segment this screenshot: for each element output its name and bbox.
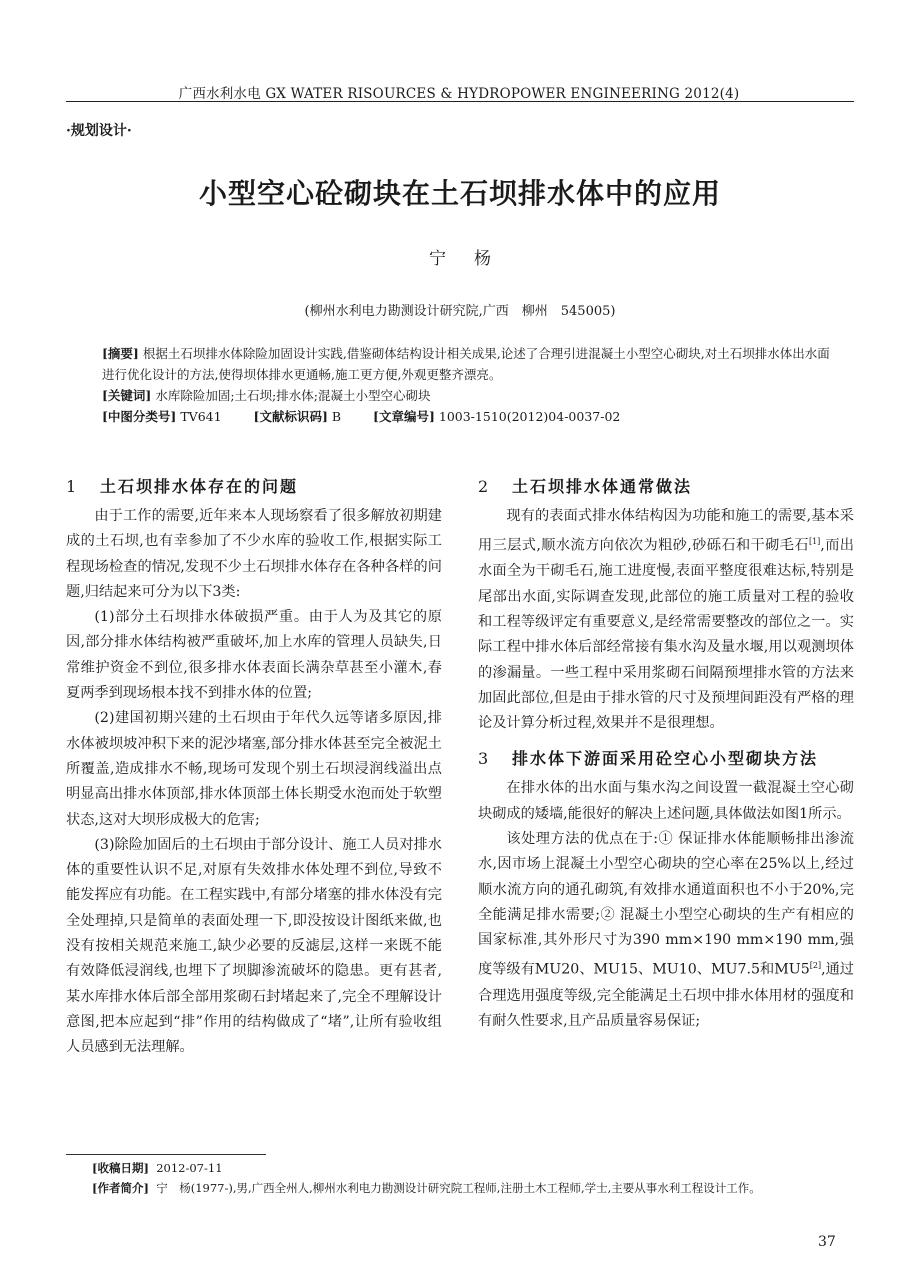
received-date [92,1160,223,1176]
article-number-value: 1003-1510(2012)04-0037-02 [438,409,621,424]
section-3-title: 排水体下游面采用砼空心小型砌块方法 [512,749,819,769]
section-3-text-a: 该处理方法的优点在于:① 保证排水体能顺畅排出渗流水,因市场上混凝土小型空心砌块的空心率在25%以上,经过顺水流方向的通孔砌筑,有效排水通道面积也不小于20%,完全能满足排水需要;② 混凝土小型空心砌块的生产有相应的国家标准,其外形尺寸为390 mm×190 mm×190 mm,强度等级有MU20、MU15、MU10、MU7.5和MU5 [478,831,854,979]
author-name: 宁杨 [429,249,519,269]
section-3-paragraph-2 [478,827,854,1034]
running-header: 广西水利水电 GX WATER RISOURCES & HYDROPOWER ENGINEERING 2012(4) [178,86,740,102]
section-1-paragraph: 由于工作的需要,近年来本人现场察看了很多解放初期建成的土石坝,也有幸参加了不少水库的验收工作,根据实际工程现场检查的情况,发现不少土石坝排水体存在各种各样的问题,归结起来可分为以下3类: [66,508,442,600]
left-column [66,474,442,1061]
section-1-heading [66,474,442,500]
footnote-rule [66,1154,266,1155]
section-2-heading [478,474,854,500]
right-column [478,474,854,1034]
section-3-number: 3 [478,749,489,769]
section-3-heading [478,746,854,772]
keywords [102,385,842,406]
section-2-text-b: ,而出水面全为干砌毛石,施工进度慢,表面平整度很难达标,特别是尾部出水面,实际调查发现,此部位的施工质量对工程的验收和工程等级评定有重要意义,是经常需要整改的部位之一。实际工程中排水体后部经常接有集水沟及量水堰,用以观测坝体的渗漏量。一些工程中采用浆砌石间隔预埋排水管的方法来加固此部位,但是由于排水管的尺寸及预埋间距没有严格的理论及计算分析过程,效果并不是很理想。 [478,538,854,732]
clc-value: TV641 [180,409,222,424]
affiliation: (柳州水利电力勘测设计研究院,广西 柳州 545005) [304,304,616,319]
page-number: 37 [818,1234,836,1250]
citation-1: [1] [808,537,821,547]
section-2-number: 2 [478,477,489,496]
section-2-title: 土石坝排水体通常做法 [512,477,693,496]
bio-value: 宁 杨(1977-),男,广西全州人,柳州水利电力勘测设计研究院工程师,注册土木工程师,学士,主要从事水利工程设计工作。 [156,1181,761,1195]
section-1-item-2: (2)建国初期兴建的土石坝由于年代久远等诸多原因,排水体被坝坡冲积下来的泥沙堵塞,部分排水体甚至完全被泥土所覆盖,造成排水不畅,现场可发现个别土石坝浸润线溢出点明显高出排水体顶部,排水体顶部土体长期受水泡而处于软塑状态,这对大坝形成极大的危害; [66,710,442,828]
doc-code-value: B [331,409,342,424]
header-rule [66,101,854,102]
abstract [102,343,842,385]
received-label: [收稿日期] [92,1161,149,1175]
author-bio [92,1180,872,1196]
section-3-text-b: ,通过合理选用强度等级,完全能满足土石坝中排水体用材的强度和有耐久性要求,且产品质量容易保证; [478,962,854,1029]
section-2-text-a: 现有的表面式排水体结构因为功能和施工的需要,基本采用三层式,顺水流方向依次为粗砂,砂砾石和干砌毛石 [478,508,854,555]
section-tag: ·规划设计· [66,123,132,139]
doc-code-label: [文献标识码] [253,409,328,424]
section-1-item-1: (1)部分土石坝排水体破损严重。由于人为及其它的原因,部分排水体结构被严重破坏,加上水库的管理人员缺失,日常维护资金不到位,很多排水体表面长满杂草甚至小灌木,春夏两季到现场根本找不到排水体的位置; [66,609,442,702]
keywords-label: [关键词] [102,388,152,403]
bio-label: [作者简介] [92,1181,149,1195]
article-number-label: [文章编号] [373,409,435,424]
section-1-item-3: (3)除险加固后的土石坝由于部分设计、施工人员对排水体的重要性认识不足,对原有失效排水体处理不到位,导致不能发挥应有功能。在工程实践中,有部分堵塞的排水体没有完全处理掉,只是简单的表面处理一下,即没按设计图纸来做,也没有按相关规范来施工,缺少必要的反滤层,这样一来既不能有效降低浸润线,也埋下了坝脚渗流破坏的隐患。更有甚者,某水库排水体后部全部用浆砌石封堵起来了,完全不理解设计意图,把本应起到“排”作用的结构做成了“堵”,让所有验收组人员感到无法理解。 [66,836,442,1056]
classification-ids [102,406,842,427]
abstract-text: 根据土石坝排水体除险加固设计实践,借鉴砌体结构设计相关成果,论述了合理引进混凝土小型空心砌块,对土石坝排水体出水面进行优化设计的方法,使得坝体排水更通畅,施工更方便,外观更整齐漂亮。 [102,346,830,382]
clc-label: [中图分类号] [102,409,177,424]
abstract-label: [摘要] [102,346,139,361]
section-1-number: 1 [66,477,77,496]
section-3-paragraph-1: 在排水体的出水面与集水沟之间设置一截混凝土空心砌块砌成的矮墙,能很好的解决上述问题,具体做法如图1所示。 [478,780,854,822]
paper-title: 小型空心砼砌块在土石坝排水体中的应用 [198,177,721,210]
received-value: 2012-07-11 [156,1161,223,1175]
section-2-paragraph [478,504,854,736]
citation-2: [2] [809,961,822,971]
keywords-text: 水库除险加固;土石坝;排水体;混凝土小型空心砌块 [155,388,431,403]
section-1-title: 土石坝排水体存在的问题 [100,477,299,496]
